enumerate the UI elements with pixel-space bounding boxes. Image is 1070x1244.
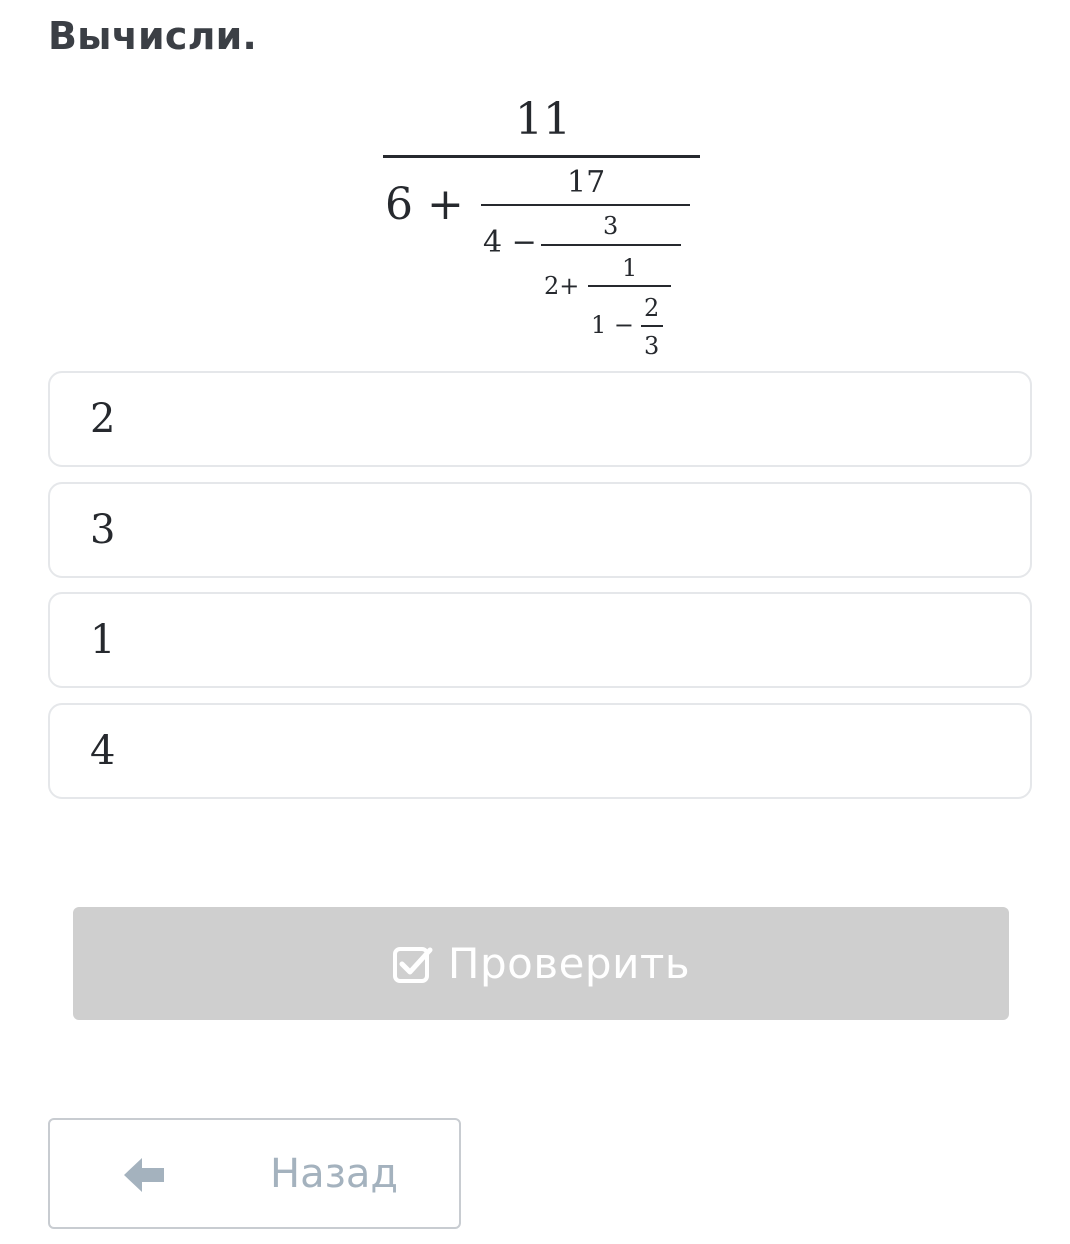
math-fraction-bar [541, 244, 681, 246]
math-term-4-minus: 4 − [483, 225, 537, 260]
math-fraction-bar [481, 204, 690, 206]
math-fraction-bar [641, 325, 663, 327]
arrow-left-icon [122, 1156, 166, 1194]
answer-option-label: 1 [90, 617, 116, 663]
math-numerator-11: 11 [515, 94, 571, 145]
answer-option[interactable] [48, 371, 1032, 467]
task-title: Вычисли. [48, 14, 258, 58]
checkbox-check-icon [392, 944, 434, 984]
answer-option[interactable] [48, 482, 1032, 578]
back-button[interactable] [48, 1118, 461, 1229]
check-button-label: Проверить [447, 939, 691, 988]
math-fraction-bar [588, 285, 671, 287]
math-numerator-17: 17 [567, 165, 606, 200]
math-numerator-3: 3 [603, 212, 619, 240]
answer-option-label: 4 [90, 728, 116, 774]
math-term-2-plus: 2+ [544, 272, 580, 300]
answer-option[interactable] [48, 703, 1032, 799]
math-term-1-minus: 1 − [591, 311, 635, 339]
math-numerator-1: 1 [622, 254, 638, 282]
back-button-label: Назад [270, 1150, 399, 1197]
answer-option-label: 3 [90, 507, 116, 553]
answer-option-label: 2 [90, 396, 116, 442]
math-denominator-3: 3 [644, 332, 660, 360]
answer-option[interactable] [48, 592, 1032, 688]
check-button[interactable] [73, 907, 1009, 1020]
math-term-6-plus: 6 + [385, 179, 464, 230]
math-expression [0, 0, 1070, 370]
math-fraction-bar [383, 155, 700, 158]
math-numerator-2: 2 [644, 294, 660, 322]
